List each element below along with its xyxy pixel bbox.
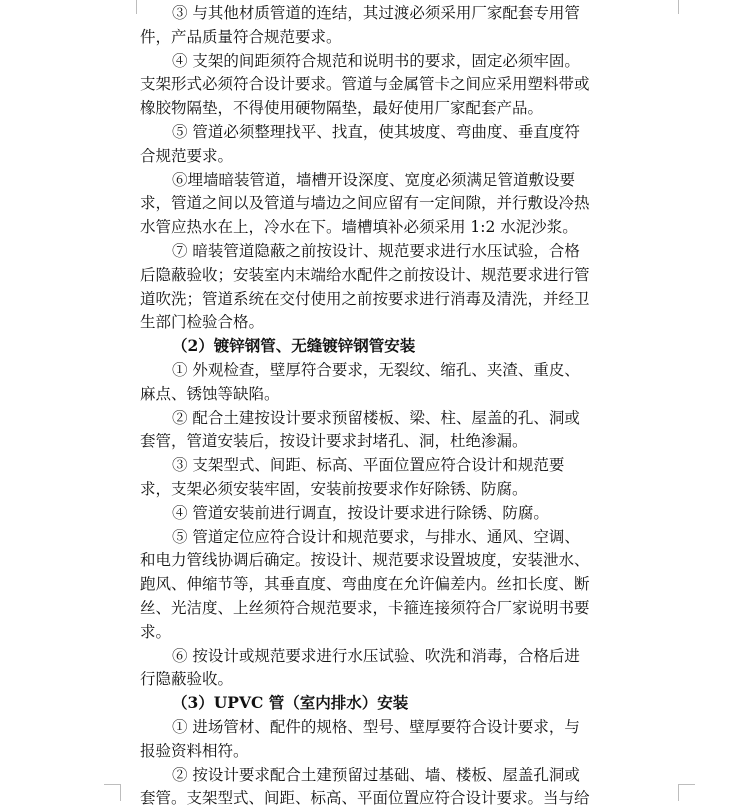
text-line: 丝、光洁度、上丝须符合规范要求，卡箍连接须符合厂家说明书要 <box>140 599 590 617</box>
text-line: 橡胶物隔垫，不得使用硬物隔垫，最好使用厂家配套产品。 <box>140 99 544 118</box>
text-line: 合规范要求。 <box>140 146 234 165</box>
text-line: 和电力管线协调后确定。按设计、规范要求设置坡度，安装泄水、 <box>140 551 590 570</box>
text-line: 套管。支架型式、间距、标高、平面位置应符合设计要求。当与给 <box>140 789 590 808</box>
text-line: ⑤ 管道定位应符合设计和规范要求，与排水、通风、空调、 <box>172 527 580 546</box>
text-line: ② 按设计要求配合土建预留过基础、墙、楼板、屋盖孔洞或 <box>172 765 580 784</box>
text-line: 套管，管道安装后，按设计要求封堵孔、洞，杜绝渗漏。 <box>140 432 528 451</box>
text-line: 后隐蔽验收；安装室内末端给水配件之前按设计、规范要求进行管 <box>140 265 590 284</box>
text-line: ③ 与其他材质管道的连结，其过渡必须采用厂家配套专用管 <box>172 4 580 22</box>
text-line: 生部门检验合格。 <box>140 313 265 332</box>
text-line: 求。 <box>140 622 172 641</box>
margin-mark-top-right <box>678 0 695 14</box>
text-line: ② 配合土建按设计要求预留楼板、梁、柱、屋盖的孔、洞或 <box>172 408 580 427</box>
text-line: 水管应热水在上，冷水在下。墙槽填补必须采用 1:2 水泥沙浆。 <box>140 218 578 237</box>
text-line: 麻点、锈蚀等缺陷。 <box>140 384 280 403</box>
text-line: ⑥ 按设计或规范要求进行水压试验、吹洗和消毒，合格后进 <box>172 646 580 665</box>
text-line: ③ 支架型式、间距、标高、平面位置应符合设计和规范要 <box>172 456 565 475</box>
margin-mark-top-left <box>120 0 137 14</box>
text-line: ⑦ 暗装管道隐蔽之前按设计、规范要求进行水压试验，合格 <box>172 242 580 260</box>
text-line: 行隐蔽验收。 <box>140 670 234 689</box>
text-line: ① 进场管材、配件的规格、型号、壁厚要符合设计要求，与 <box>172 718 580 736</box>
margin-mark-bottom-right <box>678 784 695 801</box>
text-line: 支架形式必须符合设计要求。管道与金属管卡之间应采用塑料带或 <box>140 75 590 94</box>
text-line: ⑥埋墙暗装管道，墙槽开设深度、宽度必须满足管道敷设要 <box>172 170 576 189</box>
text-line: ④ 支架的间距须符合规范和说明书的要求，固定必须牢固。 <box>172 51 580 70</box>
margin-mark-bottom-left <box>104 784 121 801</box>
text-line: ⑤ 管道必须整理找平、找直，使其坡度、弯曲度、垂直度符 <box>172 123 580 141</box>
text-line: 件，产品质量符合规范要求。 <box>140 27 342 46</box>
text-line: ① 外观检查，壁厚符合要求，无裂纹、缩孔、夹渣、重皮、 <box>172 361 580 379</box>
text-line: 道吹洗；管道系统在交付使用之前按要求进行消毒及清洗，并经卫 <box>140 289 590 308</box>
section-heading: （3）UPVC 管（室内排水）安装 <box>172 693 409 713</box>
text-line: ④ 管道安装前进行调直，按设计要求进行除锈、防腐。 <box>172 503 549 522</box>
text-line: 报验资料相符。 <box>140 741 249 760</box>
text-line: 求，支架必须安装牢固，安装前按要求作好除锈、防腐。 <box>140 480 528 498</box>
text-line: 跑风、伸缩节等，其垂直度、弯曲度在允许偏差内。丝扣长度、断 <box>140 575 590 594</box>
section-heading: （2）镀锌钢管、无缝镀锌钢管安装 <box>172 336 416 356</box>
text-line: 求，管道之间以及管道与墙边之间应留有一定间隙，并行敷设冷热 <box>140 194 590 213</box>
